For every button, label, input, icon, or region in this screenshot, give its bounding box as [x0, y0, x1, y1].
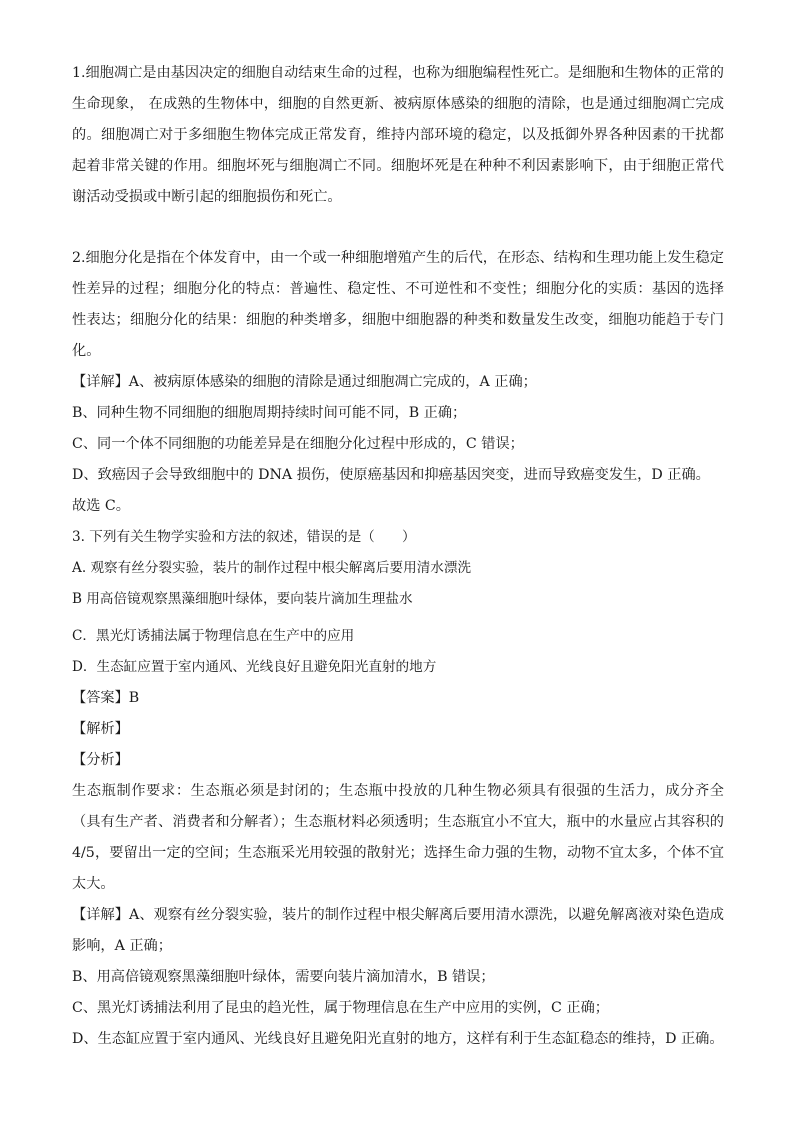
- section-1-paragraph: 1.细胞凋亡是由基因决定的细胞自动结束生命的过程，也称为细胞编程性死亡。是细胞和生物体的正常的生命现象， 在成熟的生物体中，细胞的自然更新、被病原体感染的细胞的清除，也是通过细胞凋亡完成的。细胞凋亡对于多细胞生物体完成正常发育，维持内部环境的稳定，以及抵御外界各种因素的干扰都起着非常关键的作用。细胞坏死与细胞凋亡不同。细胞坏死是在种种不利因素影响下，由于细胞正常代谢活动受损或中断引起的细胞损伤和死亡。: [72, 65, 724, 205]
- analysis-label: 【解析】: [72, 721, 129, 737]
- document-page: [72, 58, 724, 1055]
- question-3-option-d: D．生态缸应置于室内通风、光线良好且避免阳光直射的地方: [72, 659, 437, 675]
- spacer: [72, 213, 724, 243]
- detail-1-line-d: D、致癌因子会导致细胞中的 DNA 损伤，使原癌基因和抑癌基因突变，进而导致癌变发生，D 正确。: [72, 467, 710, 483]
- question-3-option-c: C．黑光灯诱捕法属于物理信息在生产中的应用: [72, 628, 355, 644]
- detail-1-line-a: 【详解】A、被病原体感染的细胞的清除是通过细胞凋亡完成的，A 正确；: [72, 374, 537, 390]
- detail-1-conclusion: 故选 C。: [72, 498, 130, 514]
- detail-3-line-c: C、黑光灯诱捕法利用了昆虫的趋光性，属于物理信息在生产中应用的实例，C 正确；: [72, 1000, 609, 1016]
- detail-3-line-d: D、生态缸应置于室内通风、光线良好且避免阳光直射的地方，这样有利于生态缸稳态的维持，D 正确。: [72, 1031, 724, 1047]
- question-3-option-a: A. 观察有丝分裂实验，装片的制作过程中根尖解离后要用清水漂洗: [72, 560, 472, 576]
- section-2-paragraph: 2.细胞分化是指在个体发育中，由一个或一种细胞增殖产生的后代，在形态、结构和生理功能上发生稳定性差异的过程；细胞分化的特点：普遍性、稳定性、不可逆性和不变性；细胞分化的实质：基因的选择性表达；细胞分化的结果：细胞的种类增多，细胞中细胞器的种类和数量发生改变，细胞功能趋于专门化。: [72, 250, 724, 359]
- answer-label: 【答案】B: [72, 690, 140, 706]
- detail-3-line-a: 【详解】A、观察有丝分裂实验，装片的制作过程中根尖解离后要用清水漂洗，以避免解离液对染色造成影响，A 正确；: [72, 907, 724, 954]
- question-3-option-b: B 用高倍镜观察黑藻细胞叶绿体，要向装片滴加生理盐水: [72, 591, 413, 607]
- detail-1-line-c: C、同一个体不同细胞的功能差异是在细胞分化过程中形成的，C 错误；: [72, 436, 524, 452]
- fenxi-paragraph: 生态瓶制作要求：生态瓶必须是封闭的；生态瓶中投放的几种生物必须具有很强的生活力，成分齐全（具有生产者、消费者和分解者）；生态瓶材料必须透明；生态瓶宜小不宜大，瓶中的水量应占其容积的 4/5，要留出一定的空间；生态瓶采光用较强的散射光；选择生命力强的生物，动物不宜太多，个体不宜太大。: [72, 783, 724, 892]
- detail-1-line-b: B、同种生物不同细胞的细胞周期持续时间可能不同，B 正确；: [72, 405, 467, 421]
- question-3-stem: 3. 下列有关生物学实验和方法的叙述，错误的是（ ）: [72, 529, 416, 545]
- detail-3-line-b: B、用高倍镜观察黑藻细胞叶绿体，需要向装片滴加清水，B 错误；: [72, 969, 495, 985]
- fenxi-label: 【分析】: [72, 752, 129, 768]
